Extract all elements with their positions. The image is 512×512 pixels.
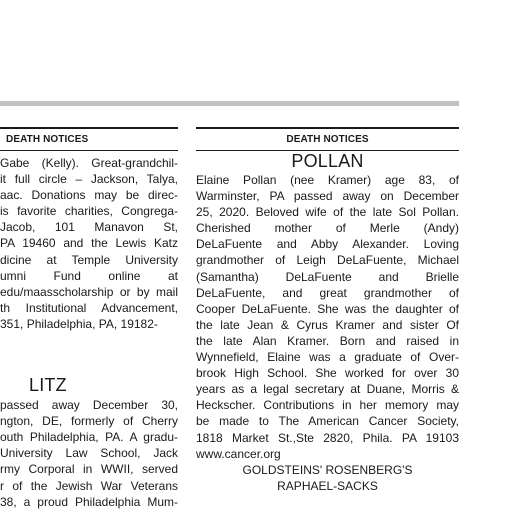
notice-text-line: 351, Philadelphia, PA, 19182- bbox=[0, 316, 158, 331]
notice-text-line: 1818 Market St.,Ste 2820, Phila. PA 19103 bbox=[196, 430, 459, 445]
notice-text-line: DeLaFuente and Abby Alexander. Loving bbox=[196, 237, 459, 252]
notice-text-line: aac. Donations may be direc- bbox=[0, 188, 178, 203]
notice-text-line: Elaine Pollan (nee Kramer) age 83, of bbox=[196, 173, 459, 187]
notice-text-line: Heckscher. Contributions in her memory may bbox=[196, 398, 459, 413]
top-divider-rule bbox=[0, 101, 459, 106]
funeral-home-line: RAPHAEL-SACKS bbox=[277, 478, 378, 493]
notice-text-line: is favorite charities, Congrega- bbox=[0, 204, 178, 219]
notice-text-line: the late Jean & Cyrus Kramer and sister Of bbox=[196, 317, 459, 332]
notice-text-line: PA 19460 and the Lewis Katz bbox=[0, 236, 178, 251]
notice-text-line: passed away December 30, bbox=[0, 398, 178, 413]
notice-name-heading: POLLAN bbox=[291, 151, 364, 171]
notice-text-line: 38, a proud Philadelphia Mum- bbox=[0, 494, 178, 509]
notice-text-line: brook High School. She worked for over 30 bbox=[196, 366, 459, 381]
notice-text-line: r of the Jewish War Veterans bbox=[0, 478, 178, 493]
section-header-death-notices-left: DEATH NOTICES bbox=[0, 127, 178, 151]
notice-text-line: th Institutional Advancement, bbox=[0, 300, 178, 315]
notice-text-line: edu/maasscholarship or by mail bbox=[0, 284, 178, 299]
notice-text-line: dicine at Temple University bbox=[0, 252, 178, 267]
pollan-notice-body bbox=[196, 172, 459, 494]
notice-text-line: Jacob, 101 Manavon St, bbox=[0, 220, 178, 235]
notice-text-line: it full circle – Jackson, Talya, bbox=[0, 172, 178, 187]
notice-text-line: the late Alan Kramer. Born and raised in bbox=[196, 333, 459, 348]
notice-text-line: rmy Corporal in WWII, served bbox=[0, 462, 178, 477]
second-notice-body bbox=[0, 397, 178, 510]
notice-gap bbox=[0, 332, 178, 375]
notice-text-line: outh Philadelphia, PA. A gradu- bbox=[0, 430, 178, 445]
notice-text-line: (Samantha) DeLaFuente and Brielle bbox=[196, 269, 459, 284]
notice-text-line: Cherished mother of Merle (Andy) bbox=[196, 221, 459, 236]
notice-text-line: DeLaFuente, and great grandmother of bbox=[196, 285, 459, 300]
notice-text-line: years as a legal secretary at Duane, Morris & bbox=[196, 382, 459, 397]
notice-text-line: University Law School, Jack bbox=[0, 446, 178, 461]
notice-text-line: Warminster, PA passed away on December bbox=[196, 189, 459, 204]
notice-text-line: be made to The American Cancer Society, bbox=[196, 414, 459, 429]
notice-text-line: umni Fund online at bbox=[0, 268, 178, 283]
notice-text-line: 25, 2020. Beloved wife of the late Sol Pollan. bbox=[196, 205, 459, 220]
right-column bbox=[196, 127, 459, 512]
notice-text-line: Wynnefield, Elaine was a graduate of Over- bbox=[196, 350, 459, 365]
funeral-home-line: GOLDSTEINS' ROSENBERG'S bbox=[242, 462, 413, 477]
notice-text-line: www.cancer.org bbox=[196, 446, 281, 461]
notice-text-line: Cooper DeLaFuente. She was the daughter of bbox=[196, 301, 459, 316]
notice-name-heading: LITZ bbox=[29, 375, 67, 396]
notice-text-line: ngton, DE, formerly of Cherry bbox=[0, 414, 178, 429]
notice-text-line: grandmother of Leigh DeLaFuente, Michael bbox=[196, 253, 459, 268]
previous-notice-continued bbox=[0, 155, 178, 332]
left-column bbox=[0, 127, 178, 512]
notice-text-line: Gabe (Kelly). Great-grandchil- bbox=[0, 156, 178, 170]
section-header-death-notices-right: DEATH NOTICES bbox=[196, 127, 459, 151]
